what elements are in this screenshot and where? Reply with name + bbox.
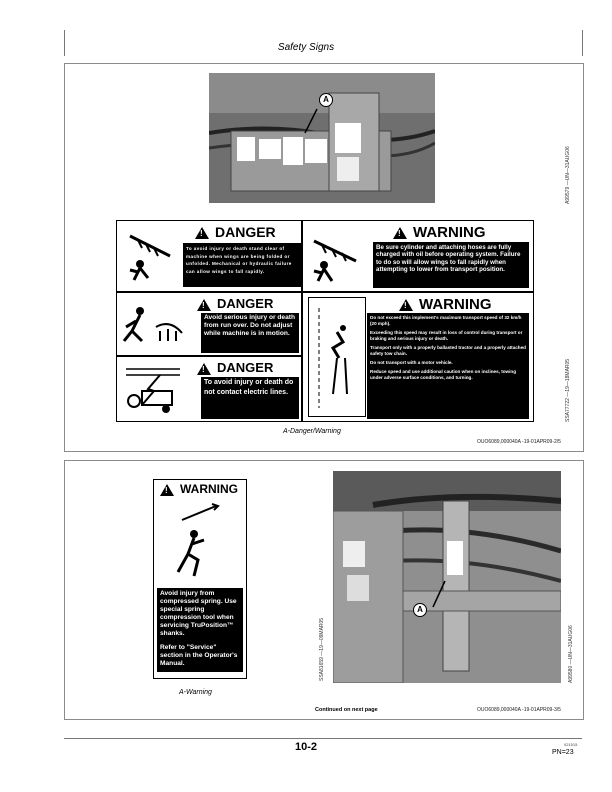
warning-text-2 [367, 313, 529, 419]
warning-text-1: Be sure cylinder and attaching hoses are fully charged with oil before operating system. Failure to do so will allow wings to fall rapidly when attempting to lower from transport position. [373, 242, 529, 288]
shank-photo [333, 471, 561, 683]
warning-sign-cylinder [302, 220, 534, 292]
wing-photo [209, 73, 435, 203]
pn-label: PN=23 [552, 749, 574, 756]
page-header-title: Safety Signs [277, 42, 335, 53]
wing-crush-pictogram [120, 226, 180, 286]
figure2-ref-code: OUO6089,000040A -19-01APR09-3/5 [477, 707, 561, 713]
page-number: 10-2 [294, 741, 318, 753]
photo-callout-a-2: A [413, 603, 427, 617]
footer-small-code: 021515 [564, 742, 578, 747]
transport-item-1: Do not exceed this implement's maximum transport speed of 32 km/h (20 mph). [370, 315, 522, 326]
figure1-caption: A-Danger/Warning [283, 428, 341, 435]
danger-text-2: Avoid serious injury or death from run over. Do not adjust while machine is in motion. [201, 313, 299, 353]
spring-warning-sign [153, 479, 247, 679]
signs-code-1: SSA77722 —19—18MAR05 [565, 358, 571, 422]
warning-title-2: WARNING [419, 296, 492, 313]
figure1-ref-code: OUO6089,000040A -19-01APR09-2/5 [477, 439, 561, 445]
runover-pictogram [120, 297, 186, 351]
continued-note: Continued on next page [315, 707, 378, 713]
alert-triangle-icon [197, 299, 211, 311]
photo-code-1: A99579 —UN—31AUG06 [565, 146, 571, 204]
figure-panel-2 [64, 460, 584, 720]
alert-triangle-icon [195, 227, 209, 239]
warning-sign-transport [302, 292, 534, 422]
sign-code-2: SSA81659 —19—09MAR05 [319, 617, 325, 681]
warning-title-1: WARNING [413, 224, 486, 241]
photo-code-2: A99580 —UN—31AUG06 [568, 625, 574, 683]
transport-item-4: Do not transport with a motor vehicle. [370, 360, 453, 365]
alert-triangle-icon [399, 299, 413, 311]
transport-item-5: Reduce speed and use additional caution when on inclines, towing under adverse surface conditions, and turning. [370, 369, 516, 380]
spring-warning-title: WARNING [180, 482, 238, 496]
footer-rule [64, 738, 582, 739]
alert-triangle-icon [197, 363, 211, 375]
danger-title-2: DANGER [217, 296, 274, 311]
danger-title-1: DANGER [215, 224, 276, 240]
alert-triangle-icon [160, 484, 174, 496]
figure-panel-1 [64, 63, 584, 452]
transport-pictogram [308, 297, 366, 417]
wing-fall-pictogram [306, 227, 366, 287]
spring-warning-text [157, 588, 243, 672]
transport-item-2: Exceeding this speed may result in loss of control during transport or braking and serious injury or death. [370, 330, 523, 341]
danger-sign-runover [116, 292, 302, 356]
danger-text-3: To avoid injury or death do not contact electric lines. [201, 377, 299, 419]
danger-sign-wings [116, 220, 302, 292]
figure2-caption: A-Warning [179, 689, 212, 696]
alert-triangle-icon [393, 227, 407, 239]
danger-text-1: To avoid injury or death stand clear of machine when wings are being folded or unfolded. Mechanical or hydraulic failure can allow wings to fall rapidly. [183, 243, 301, 287]
danger-title-3: DANGER [217, 360, 274, 375]
danger-sign-electric [116, 356, 302, 422]
spring-pictogram [158, 500, 238, 584]
spring-warning-text-2: Refer to "Service" section in the Operator's Manual. [160, 644, 238, 667]
transport-item-3: Transport only with a properly ballasted tractor and a properly attached safety tow chain. [370, 345, 526, 356]
electric-lines-pictogram [120, 361, 186, 417]
spring-warning-text-1: Avoid injury from compressed spring. Use special spring compression tool when servicing TruPosition™ shanks. [160, 590, 237, 637]
photo-callout-a: A [319, 93, 333, 107]
